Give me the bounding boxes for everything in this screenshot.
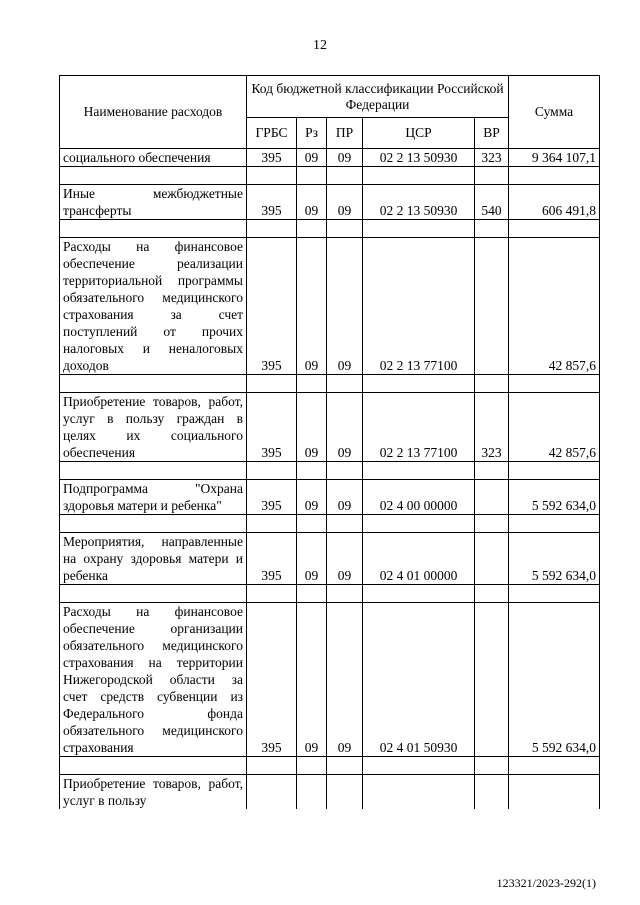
- cell-csr: [363, 775, 475, 810]
- cell-vr: [475, 775, 509, 810]
- budget-table: [59, 75, 600, 809]
- header-grbs: ГРБС: [247, 118, 297, 149]
- cell-sum: 606 491,8: [509, 185, 600, 220]
- expense-name: Приобретение товаров, работ, услуг в пользу граждан в целях их социального обеспечения: [60, 393, 247, 462]
- cell-sum: 5 592 634,0: [509, 533, 600, 585]
- cell-sum: 5 592 634,0: [509, 603, 600, 757]
- cell-csr: 02 4 01 00000: [363, 533, 475, 585]
- cell-pr: 09: [327, 149, 363, 167]
- expense-name: Расходы на финансовое обеспечение организации обязательного медицинского страхования на территории Нижегородской области за счет средств субвенции из Федерального фонда обязательного медицинского страхования: [60, 603, 247, 757]
- cell-rz: 09: [297, 238, 327, 375]
- expense-name: Приобретение товаров, работ, услуг в пользу: [60, 775, 247, 810]
- cell-csr: 02 2 13 50930: [363, 185, 475, 220]
- table-row: [60, 533, 600, 585]
- cell-sum: 42 857,6: [509, 393, 600, 462]
- cell-sum: 9 364 107,1: [509, 149, 600, 167]
- table-row: [60, 393, 600, 462]
- cell-grbs: [247, 775, 297, 810]
- cell-pr: 09: [327, 533, 363, 585]
- expense-name: Иные межбюджетные трансферты: [60, 185, 247, 220]
- table-row: [60, 603, 600, 757]
- cell-pr: [327, 775, 363, 810]
- cell-rz: 09: [297, 533, 327, 585]
- document-code: 123321/2023-292(1): [496, 876, 596, 890]
- cell-vr: [475, 238, 509, 375]
- cell-pr: 09: [327, 238, 363, 375]
- cell-rz: 09: [297, 149, 327, 167]
- header-rz: Рз: [297, 118, 327, 149]
- row-gap: [60, 167, 600, 185]
- cell-rz: 09: [297, 393, 327, 462]
- cell-grbs: 395: [247, 393, 297, 462]
- cell-vr: [475, 533, 509, 585]
- row-gap: [60, 220, 600, 238]
- cell-csr: 02 2 13 77100: [363, 393, 475, 462]
- row-gap: [60, 585, 600, 603]
- cell-csr: 02 4 01 50930: [363, 603, 475, 757]
- header-vr: ВР: [475, 118, 509, 149]
- cell-grbs: 395: [247, 238, 297, 375]
- cell-grbs: 395: [247, 149, 297, 167]
- cell-grbs: 395: [247, 480, 297, 515]
- cell-rz: 09: [297, 185, 327, 220]
- cell-pr: 09: [327, 185, 363, 220]
- row-gap: [60, 375, 600, 393]
- cell-vr: [475, 603, 509, 757]
- cell-pr: 09: [327, 393, 363, 462]
- cell-csr: 02 4 00 00000: [363, 480, 475, 515]
- header-name: Наименование расходов: [60, 76, 247, 149]
- cell-grbs: 395: [247, 533, 297, 585]
- header-sum: Сумма: [509, 76, 600, 149]
- table-row: [60, 149, 600, 167]
- cell-pr: 09: [327, 480, 363, 515]
- cell-vr: 323: [475, 393, 509, 462]
- header-csr: ЦСР: [363, 118, 475, 149]
- page-number: 12: [313, 38, 327, 53]
- expense-name: Подпрограмма "Охрана здоровья матери и ребенка": [60, 480, 247, 515]
- table-row: [60, 238, 600, 375]
- table-row: [60, 185, 600, 220]
- expense-name: Мероприятия, направленные на охрану здоровья матери и ребенка: [60, 533, 247, 585]
- cell-sum: [509, 775, 600, 810]
- cell-sum: 42 857,6: [509, 238, 600, 375]
- cell-vr: 540: [475, 185, 509, 220]
- cell-csr: 02 2 13 50930: [363, 149, 475, 167]
- table-row: [60, 775, 600, 810]
- cell-vr: 323: [475, 149, 509, 167]
- row-gap: [60, 757, 600, 775]
- cell-rz: 09: [297, 603, 327, 757]
- expense-name: социального обеспечения: [60, 149, 247, 167]
- cell-rz: [297, 775, 327, 810]
- cell-pr: 09: [327, 603, 363, 757]
- cell-grbs: 395: [247, 185, 297, 220]
- header-pr: ПР: [327, 118, 363, 149]
- cell-grbs: 395: [247, 603, 297, 757]
- row-gap: [60, 462, 600, 480]
- header-code-group: Код бюджетной классификации Российской Федерации: [247, 76, 509, 118]
- row-gap: [60, 515, 600, 533]
- cell-vr: [475, 480, 509, 515]
- table-row: [60, 480, 600, 515]
- cell-sum: 5 592 634,0: [509, 480, 600, 515]
- cell-csr: 02 2 13 77100: [363, 238, 475, 375]
- expense-name: Расходы на финансовое обеспечение реализации территориальной программы обязательного медицинского страхования за счет поступлений от прочих налоговых и неналоговых доходов: [60, 238, 247, 375]
- cell-rz: 09: [297, 480, 327, 515]
